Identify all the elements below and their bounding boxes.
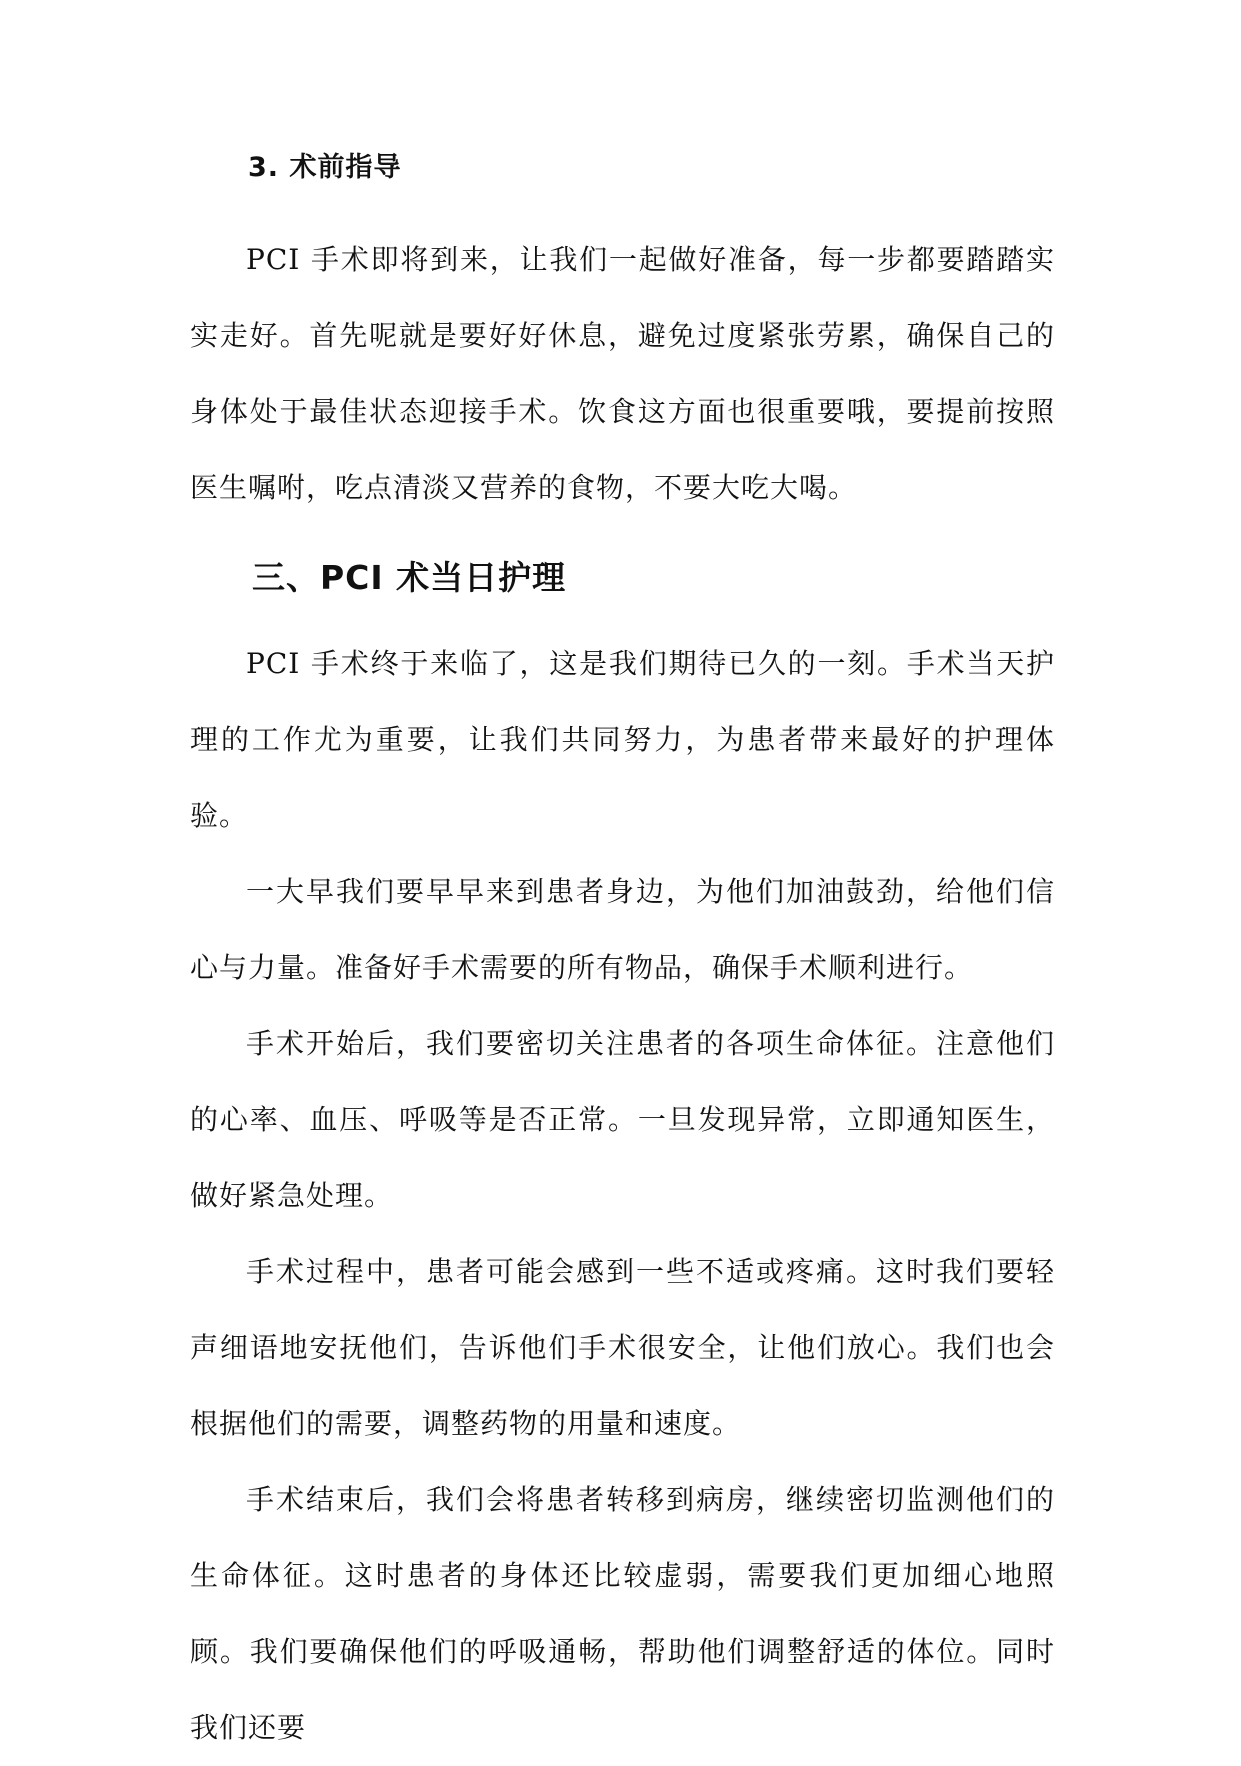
paragraph-vital-signs: 手术开始后，我们要密切关注患者的各项生命体征。注意他们的心率、血压、呼吸等是否正常。一旦发现异常，立即通知医生，做好紧急处理。 (190, 1027, 1055, 1212)
paragraph-early-morning: 一大早我们要早早来到患者身边，为他们加油鼓劲，给他们信心与力量。准备好手术需要的所有物品，确保手术顺利进行。 (190, 875, 1055, 984)
paragraph-after-surgery: 手术结束后，我们会将患者转移到病房，继续密切监测他们的生命体征。这时患者的身体还比较虚弱，需要我们更加细心地照顾。我们要确保他们的呼吸通畅，帮助他们调整舒适的体位。同时我们还要 (190, 1483, 1055, 1744)
section-heading-preop-guidance: 3. 术前指导 (248, 152, 402, 183)
paragraph-surgery-day-intro: PCI 手术终于来临了，这是我们期待已久的一刻。手术当天护理的工作尤为重要，让我们共同努力，为患者带来最好的护理体验。 (190, 647, 1055, 832)
paragraph-during-surgery: 手术过程中，患者可能会感到一些不适或疼痛。这时我们要轻声细语地安抚他们，告诉他们手术很安全，让他们放心。我们也会根据他们的需要，调整药物的用量和速度。 (190, 1255, 1055, 1440)
document-body (190, 148, 1055, 1766)
paragraph-preop-guidance: PCI 手术即将到来，让我们一起做好准备，每一步都要踏踏实实走好。首先呢就是要好好休息，避免过度紧张劳累，确保自己的身体处于最佳状态迎接手术。饮食这方面也很重要哦，要提前按照医生嘱咐，吃点清淡又营养的食物，不要大吃大喝。 (190, 243, 1055, 504)
part-heading-day-of-surgery-care: 三、PCI 术当日护理 (252, 558, 567, 597)
